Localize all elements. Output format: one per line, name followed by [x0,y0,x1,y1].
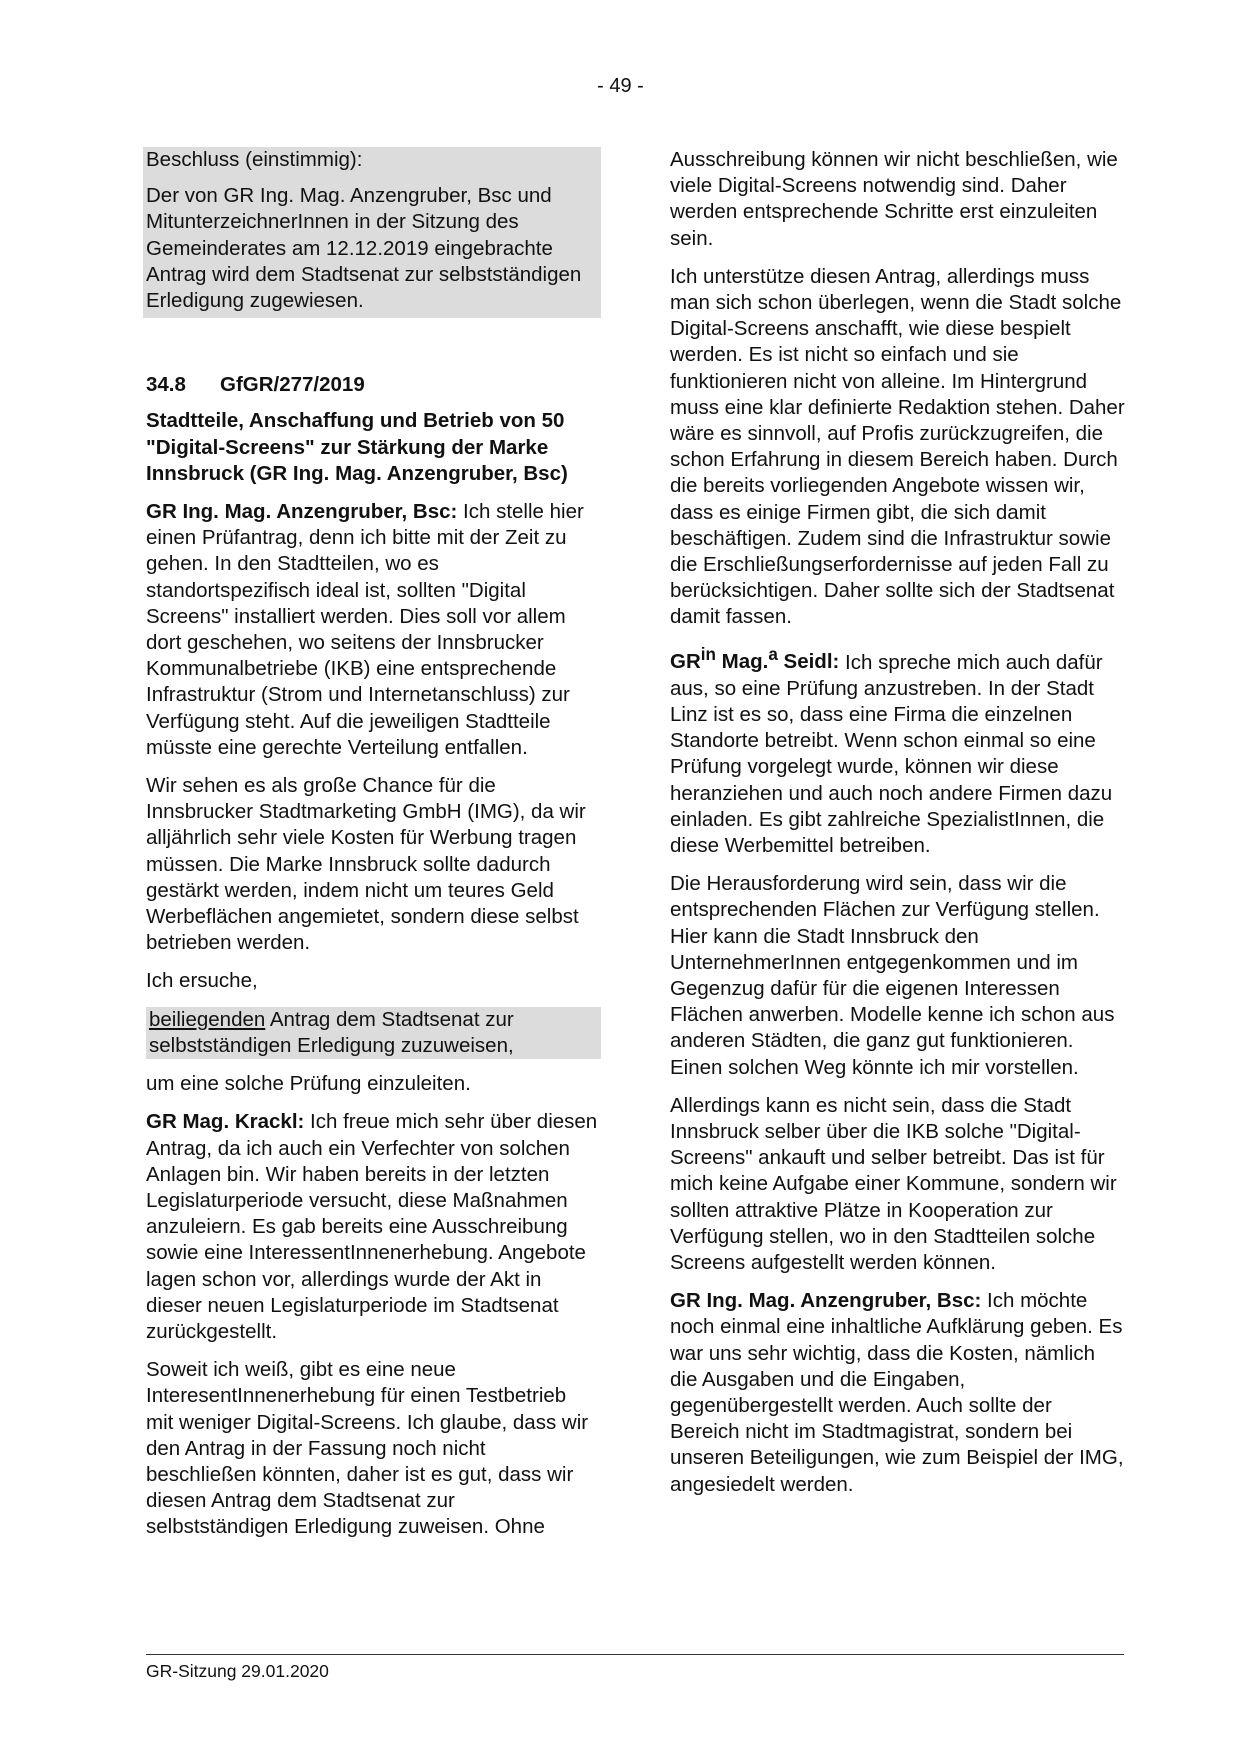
agenda-item-number: 34.8 [146,373,186,397]
page-number: - 49 - [597,75,644,97]
agenda-item-code: GfGR/277/2019 [220,373,365,397]
decision-text: Der von GR Ing. Mag. Anzengruber, Bsc und MitunterzeichnerInnen in der Sitzung des Gemeinderates am 12.12.2019 eingebrachte Antrag wird dem Stadtsenat zur selbstständigen Erledigung zugewiesen. [146,184,582,313]
speaker-degree-suffix: a [768,645,778,665]
speaker-name: GR Ing. Mag. Anzengruber, Bsc: [146,500,458,524]
left-column [146,147,598,1553]
decision-heading: Beschluss (einstimmig): [146,148,363,171]
speaker-name: GR Ing. Mag. Anzengruber, Bsc: [670,1289,982,1313]
speech-paragraph: Die Herausforderung wird sein, dass wir die entsprechenden Flächen zur Verfügung stellen. Hier kann die Stadt Innsbruck den UnternehmerInnen entgegenkommen und im Gegenzug dafür für die eigenen Interessen Flächen anwerben. Modelle kenne ich schon aus anderen Städten, die ganz gut funktionieren. Einen solchen Weg könnte ich mir vorstellen. [670,872,1115,1079]
speech-paragraph [146,1109,598,1345]
motion-underlined-word: beiliegenden [149,1007,266,1031]
footer-divider [146,1654,1124,1655]
speech-text: Ich stelle hier einen Prüfantrag, denn ich bitte mit der Zeit zu gehen. In den Stadtteilen, wo es standortspezifisch ideal ist, sollten "Digital Screens" installiert werden. Dies soll vor allem dort geschehen, wo seitens der Innsbrucker Kommunalbetriebe (IKB) eine entsprechende Infrastruktur (Strom und Internetanschluss) zur Verfügung steht. Auf die jeweiligen Stadtteile müsste eine gerechte Verteilung entfallen. [146,500,584,759]
speech-text: Ich spreche mich auch dafür aus, so eine Prüfung anzustreben. In der Stadt Linz ist es so, dass eine Firma die einzelnen Standorte betreibt. Wenn schon einmal so eine Prüfung vorgelegt wurde, können wir diese heranziehen und auch noch andere Firmen dazu einladen. Es gibt zahlreiche SpezialistInnen, die diese Werbemittel betreiben. [670,650,1113,857]
speech-paragraph [670,1288,1125,1498]
right-column [670,147,1125,1510]
speech-paragraph: Ich unterstütze diesen Antrag, allerdings muss man sich schon überlegen, wenn die Stadt solche Digital-Screens anschafft, wie diese bespielt werden. Es ist nicht so einfach und sie funktionieren nicht von alleine. Im Hintergrund muss eine klar definierte Redaktion stehen. Daher wäre es sinnvoll, auf Profis zurückzugreifen, die schon Erfahrung in diesem Bereich haben. Durch die bereits vorliegenden Angebote wissen wir, dass es einige Firmen gibt, die sich damit beschäftigen. Zudem sind die Infrastruktur sowie die Erschließungserfordernisse auf jeden Fall zu berücksichtigen. Daher sollte sich der Stadtsenat damit fassen. [670,264,1125,629]
motion-request [146,1007,601,1059]
speaker-title: GR [670,650,701,674]
speech-paragraph [146,499,598,761]
speech-text: Ich freue mich sehr über diesen Antrag, da ich auch ein Verfechter von solchen Anlagen bin. Wir haben bereits in der letzten Legislaturperiode versucht, diese Maßnahmen anzuleiern. Es gab bereits eine Ausschreibung sowie eine InteressentInnenerhebung. Angebote lagen schon vor, allerdings wurde der Akt in dieser neuen Legislaturperiode im Stadtsenat zurückgestellt. [146,1110,598,1343]
speech-text: Ich möchte noch einmal eine inhaltliche Aufklärung geben. Es war uns sehr wichtig, dass die Kosten, nämlich die Ausgaben und die Eingaben, gegenübergestellt werden. Auch sollte der Bereich nicht im Stadtmagistrat, sondern bei unseren Beteiligungen, wie zum Beispiel der IMG, angesiedelt werden. [670,1289,1124,1496]
speech-paragraph [670,643,1125,859]
request-purpose: um eine solche Prüfung einzuleiten. [146,1072,471,1096]
speech-paragraph: Soweit ich weiß, gibt es eine neue InteresentInnenerhebung für einen Testbetrieb mit weniger Digital-Screens. Ich glaube, dass wir den Antrag in der Fassung noch nicht beschließen könnten, daher ist es gut, dass wir diesen Antrag dem Stadtsenat zur selbstständigen Erledigung zuweisen. Ohne [146,1358,589,1539]
speaker-name: GR Mag. Krackl: [146,1110,305,1134]
motion-text: Antrag dem Stadtsenat zur selbstständigen Erledigung zuzuweisen, [149,1007,514,1057]
speaker-title-suffix: in [700,645,716,665]
page-footer: GR-Sitzung 29.01.2020 [146,1661,329,1681]
request-intro: Ich ersuche, [146,969,258,993]
speaker-name [670,645,840,674]
speaker-degree: Mag. [715,650,769,674]
agenda-item-header [146,372,598,398]
speech-paragraph: Ausschreibung können wir nicht beschließen, wie viele Digital-Screens notwendig sind. Daher werden entsprechende Schritte erst einzuleiten sein. [670,148,1118,250]
speech-paragraph: Wir sehen es als große Chance für die Innsbrucker Stadtmarketing GmbH (IMG), da wir alljährlich sehr viele Kosten für Werbung tragen müssen. Die Marke Innsbruck sollte dadurch gestärkt werden, indem nicht um teures Geld Werbeflächen angemietet, sondern diese selbst betrieben werden. [146,774,586,955]
speaker-surname: Seidl: [777,650,840,674]
decision-box [143,147,601,318]
agenda-item-title: Stadtteile, Anschaffung und Betrieb von 50 "Digital-Screens" zur Stärkung der Marke Innsbruck (GR Ing. Mag. Anzengruber, Bsc) [146,409,568,485]
speech-paragraph: Allerdings kann es nicht sein, dass die Stadt Innsbruck selber über die IKB solche "Digital-Screens" ankauft und selber betreibt. Das ist für mich keine Aufgabe einer Kommune, sondern wir sollten attraktive Plätze in Kooperation zur Verfügung stellen, wo in den Stadtteilen solche Screens aufgestellt werden können. [670,1093,1117,1274]
